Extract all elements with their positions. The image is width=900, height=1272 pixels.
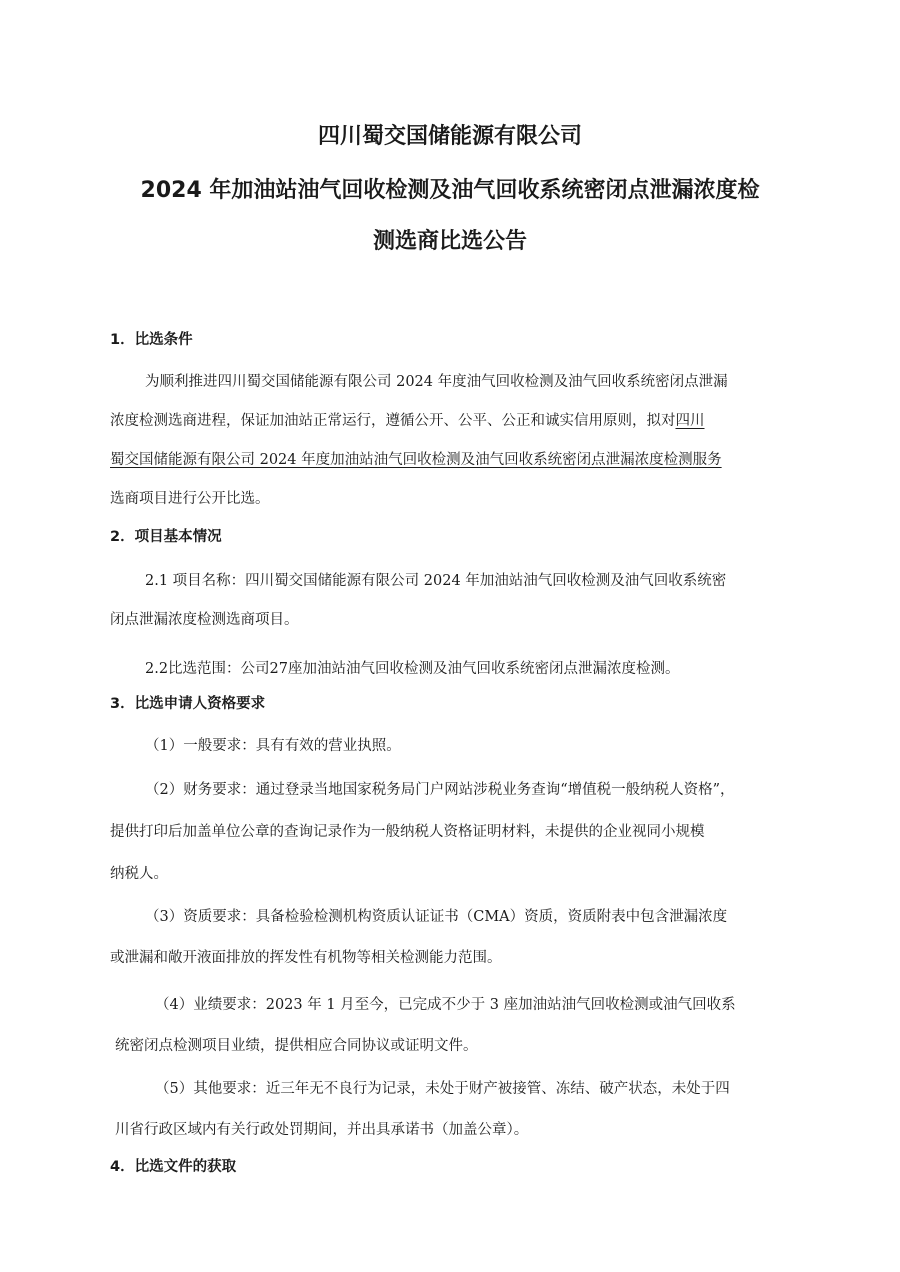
qualification-requirement: （3）资质要求：具备检验检测机构资质认证证书（CMA）资质，资质附表中包含泄漏浓度 <box>145 909 728 925</box>
other-requirement: （5）其他要求：近三年无不良行为记录，未处于财产被接管、冻结、破产状态，未处于四 <box>155 1081 730 1097</box>
section-3-heading: 3．比选申请人资格要求 <box>110 696 266 712</box>
section-2-heading: 2．项目基本情况 <box>110 529 222 545</box>
project-name-item: 2.1 项目名称：四川蜀交国储能源有限公司 2024 年加油站油气回收检测及油气回收系统密 <box>145 573 727 589</box>
section-1-paragraph-line: 为顺利推进四川蜀交国储能源有限公司 2024 年度油气回收检测及油气回收系统密闭点泄漏 <box>145 374 728 390</box>
qualification-requirement: 或泄漏和敞开液面排放的挥发性有机物等相关检测能力范围。 <box>110 950 502 966</box>
section-1-text: 浓度检测选商进程，保证加油站正常运行，遵循公开、公平、公正和诚实信用原则，拟对 <box>110 413 676 429</box>
document-title-project: 2024 年加油站油气回收检测及油气回收系统密闭点泄漏浓度检 <box>140 178 760 203</box>
section-1-paragraph-line <box>110 411 705 431</box>
other-requirement: 川省行政区域内有关行政处罚期间，并出具承诺书（加盖公章）。 <box>115 1122 529 1138</box>
financial-requirement: 提供打印后加盖单位公章的查询记录作为一般纳税人资格证明材料，未提供的企业视同小规模 <box>110 824 705 840</box>
performance-requirement: 统密闭点检测项目业绩，提供相应合同协议或证明文件。 <box>115 1038 478 1054</box>
financial-requirement: （2）财务要求：通过登录当地国家税务局门户网站涉税业务查询“增值税一般纳税人资格”， <box>145 782 735 798</box>
project-name-underlined: 四川 <box>675 413 705 429</box>
document-title-company: 四川蜀交国储能源有限公司 <box>317 124 582 149</box>
performance-requirement: （4）业绩要求：2023 年 1 月至今，已完成不少于 3 座加油站油气回收检测或油气回收系 <box>155 997 736 1013</box>
project-name-item: 闭点泄漏浓度检测选商项目。 <box>110 612 299 628</box>
financial-requirement: 纳税人。 <box>110 866 168 882</box>
section-1-paragraph-line: 选商项目进行公开比选。 <box>110 491 270 507</box>
project-name-underlined: 蜀交国储能源有限公司 2024 年度加油站油气回收检测及油气回收系统密闭点泄漏浓度检测服务 <box>110 452 722 468</box>
section-4-heading: 4．比选文件的获取 <box>110 1159 237 1175</box>
selection-scope-item: 2.2比选范围：公司27座加油站油气回收检测及油气回收系统密闭点泄漏浓度检测。 <box>145 661 680 677</box>
general-requirement: （1）一般要求：具有有效的营业执照。 <box>145 738 401 754</box>
document-title-notice: 测选商比选公告 <box>372 229 527 254</box>
section-1-heading: 1．比选条件 <box>110 332 193 348</box>
